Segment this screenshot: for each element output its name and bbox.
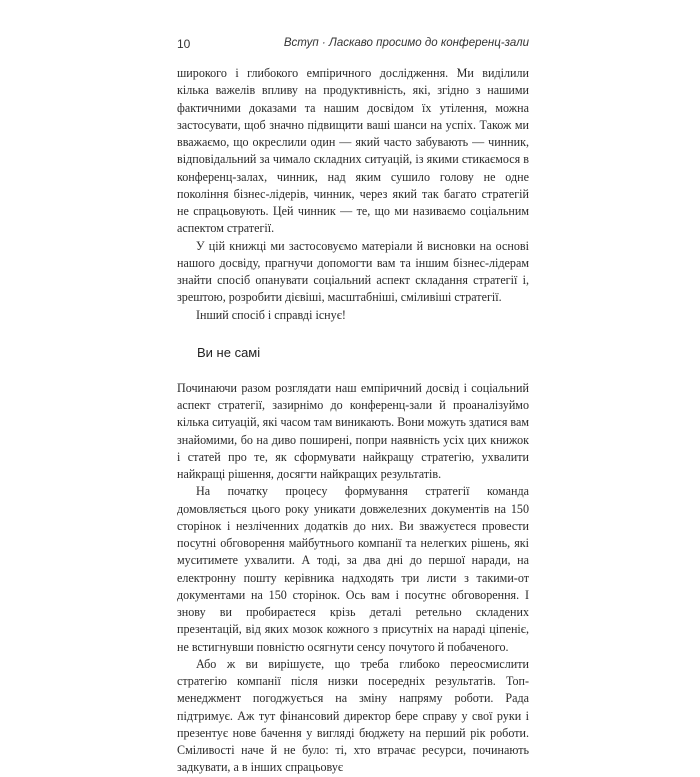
paragraph: Починаючи разом розглядати наш емпіричний досвід і соціальний аспект стратегії, зазирнімо до конференц-зали й проаналізуймо кількa ситуацій, які часом там виникають. Вони можуть здатися вам знайомими, бо на диво поширені, попри наявність усіх цих книжок і статей про те, як сформувати найкращу стратегію, ухвалити найкращі рішення, досягти найкращих результатів. <box>177 380 529 481</box>
running-head: Вступ · Ласкаво просимо до конференц-зали <box>283 37 529 49</box>
paragraph: широкого і глибокого емпіричного дослідження. Ми виділили кілька важелів впливу на продуктивність, які, згідно з нашими фактичними доказами та нашим досвідом їх утілення, можна застосувати, щоб значно підвищити ваші шанси на успіх. Також ми вважаємо, що окреслили один — який часто забувають — чинник, відповідальний за чимало складних ситуацій, із якими стикаємося в конференц-залах, чинник, над яким сушило голову не одне покоління бізнес-лідерів, чинник, через який так багато стратегій не спрацьовують. Цей чинник — те, що ми називаємо соціальним аспектом стратегії. <box>177 66 529 236</box>
page-number: 10 <box>177 37 191 51</box>
page-header <box>177 37 529 53</box>
section-heading: Ви не самі <box>197 344 261 360</box>
paragraph: Інший спосіб і справді існує! <box>196 307 346 322</box>
paragraph: На початку процесу формування стратегії команда домовляється цього року уникати довжелезних документів на 150 сторінок і незліченних додатків до них. Ви зважуєтеся провести посутні обговорення майбутнього компанії та нелегких рішень, які муситимете ухвалити. А тоді, за два дні до першої наради, на електронну пошту керівника надходять три листи з такими-от документами на 150 сторінок. Ось вам і посутнє обговорення. І знову ви пробираєтеся крізь деталі ретельно складених презентацій, від яких мозок кожного з присутніх на нараді ціпеніє, не встигнувши повністю осягнути сенсу почутого й побаченого. <box>177 484 529 654</box>
paragraph: У цій книжці ми застосовуємо матеріали й висновки на основі нашого досвіду, прагнучи допомогти вам та іншим бізнес-лідерам знайти спосіб опанувати соціальний аспект складання стратегії і, зрештою, розробити дієвіші, масштабніші, сміливіші стратегії. <box>177 238 529 305</box>
page-body <box>177 65 529 777</box>
paragraph: Або ж ви вирішуєте, що треба глибоко переосмислити стратегію компанії після низки посередніх результатів. Топ-менеджмент погоджується на зміну напряму роботи. Рада підтримує. Аж тут фінансовий директор бере справу у свої руки і презентує нове бачення у вигляді бюджету на перший рік роботи. Сміливості наче й не було: ті, хто втрачає ресурси, починають задкувати, а в інших спрацьовує <box>177 656 529 775</box>
